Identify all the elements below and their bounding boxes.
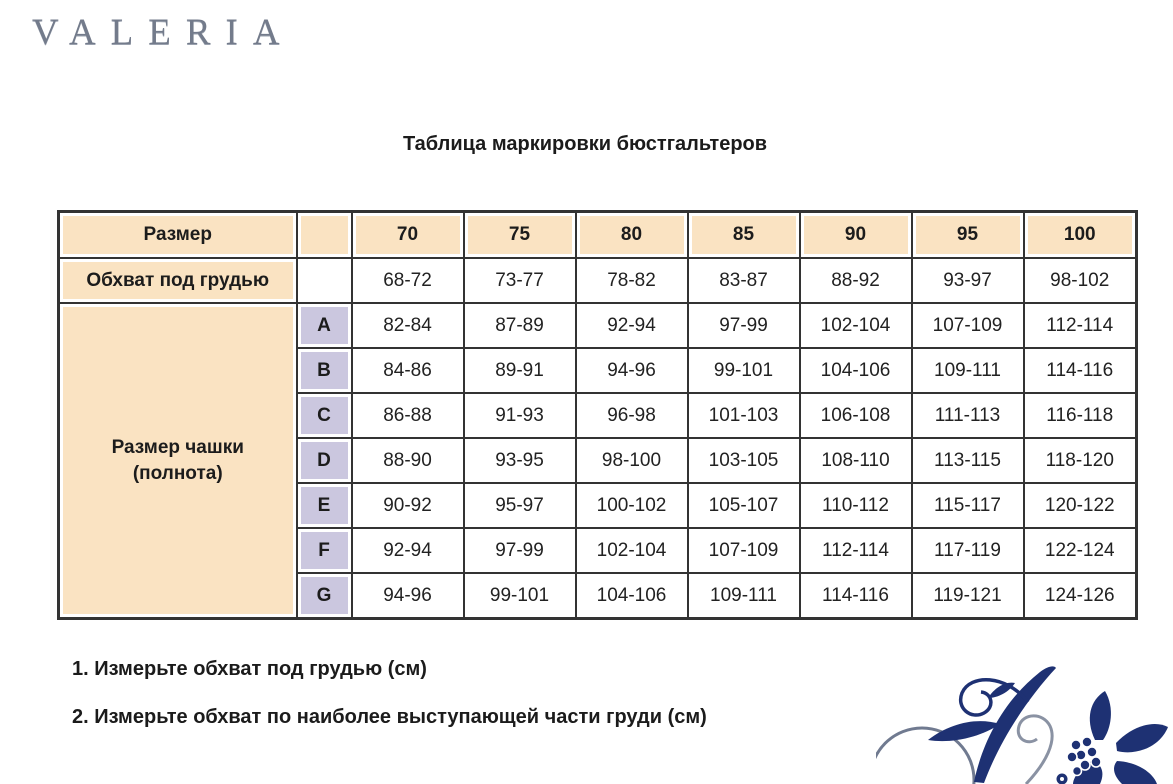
underbust-value-cell: 73-77 [464, 258, 576, 303]
cup-value-cell: 119-121 [912, 573, 1024, 619]
cup-value-cell: 109-111 [688, 573, 800, 619]
cup-value-cell: 86-88 [352, 393, 464, 438]
cup-letter-cell: E [297, 483, 352, 528]
cup-value-cell: 118-120 [1024, 438, 1137, 483]
cup-value-cell: 111-113 [912, 393, 1024, 438]
cup-value-cell: 106-108 [800, 393, 912, 438]
instruction-step-2: 2. Измерьте обхват по наиболее выступающей части груди (см) [72, 706, 707, 728]
cup-value-cell: 124-126 [1024, 573, 1137, 619]
cup-value-cell: 103-105 [688, 438, 800, 483]
cup-value-cell: 114-116 [1024, 348, 1137, 393]
cup-value-cell: 102-104 [800, 303, 912, 348]
ornament-silver-spiral [1018, 716, 1052, 784]
size-header-cell: 85 [688, 212, 800, 259]
underbust-row-label: Обхват под грудью [59, 258, 297, 303]
cup-value-cell: 91-93 [464, 393, 576, 438]
cup-value-cell: 89-91 [464, 348, 576, 393]
floral-ornament-decoration [876, 666, 1173, 784]
cup-letter-cell: D [297, 438, 352, 483]
cup-value-cell: 95-97 [464, 483, 576, 528]
cup-value-cell: 112-114 [800, 528, 912, 573]
cup-value-cell: 96-98 [576, 393, 688, 438]
cup-value-cell: 115-117 [912, 483, 1024, 528]
cup-value-cell: 117-119 [912, 528, 1024, 573]
cup-value-cell: 94-96 [576, 348, 688, 393]
cup-letter-cell: A [297, 303, 352, 348]
size-header-cell: 75 [464, 212, 576, 259]
page-title: Таблица маркировки бюстгальтеров [402, 133, 768, 155]
underbust-value-cell: 78-82 [576, 258, 688, 303]
cup-value-cell: 107-109 [912, 303, 1024, 348]
cup-value-cell: 94-96 [352, 573, 464, 619]
cup-value-cell: 99-101 [688, 348, 800, 393]
brand-logo: VALERIA [32, 12, 295, 53]
cup-value-cell: 90-92 [352, 483, 464, 528]
cup-value-cell: 100-102 [576, 483, 688, 528]
cup-value-cell: 108-110 [800, 438, 912, 483]
cup-value-cell: 82-84 [352, 303, 464, 348]
cup-value-cell: 92-94 [576, 303, 688, 348]
ornament-dot [1057, 774, 1068, 784]
cup-value-cell: 107-109 [688, 528, 800, 573]
cup-value-cell: 122-124 [1024, 528, 1137, 573]
cup-value-cell: 98-100 [576, 438, 688, 483]
cup-value-cell: 112-114 [1024, 303, 1137, 348]
size-row-label: Размер [59, 212, 297, 259]
cup-value-cell: 120-122 [1024, 483, 1137, 528]
underbust-value-cell: 88-92 [800, 258, 912, 303]
underbust-value-cell: 68-72 [352, 258, 464, 303]
underbust-value-cell: 93-97 [912, 258, 1024, 303]
ornament-leaves [928, 666, 1056, 783]
cup-value-cell: 104-106 [576, 573, 688, 619]
cup-value-cell: 97-99 [688, 303, 800, 348]
cup-letter-cell: G [297, 573, 352, 619]
cup-label-line1: Размер чашки [111, 436, 244, 458]
size-chart-table [57, 210, 1138, 620]
size-header-cell: 95 [912, 212, 1024, 259]
cup-value-cell: 88-90 [352, 438, 464, 483]
cup-value-cell: 105-107 [688, 483, 800, 528]
cup-value-cell: 101-103 [688, 393, 800, 438]
size-header-cell: 100 [1024, 212, 1137, 259]
cup-value-cell: 99-101 [464, 573, 576, 619]
cup-value-cell: 110-112 [800, 483, 912, 528]
instruction-step-1: 1. Измерьте обхват под грудью (см) [72, 658, 427, 680]
cup-value-cell: 93-95 [464, 438, 576, 483]
cup-value-cell: 104-106 [800, 348, 912, 393]
header-spacer-cell [297, 212, 352, 259]
underbust-spacer-cell [297, 258, 352, 303]
cup-value-cell: 97-99 [464, 528, 576, 573]
cup-value-cell: 113-115 [912, 438, 1024, 483]
cup-value-cell: 116-118 [1024, 393, 1137, 438]
cup-value-cell: 102-104 [576, 528, 688, 573]
cup-letter-cell: F [297, 528, 352, 573]
cup-label-line2: (полнота) [132, 462, 223, 484]
underbust-value-cell: 83-87 [688, 258, 800, 303]
size-header-cell: 90 [800, 212, 912, 259]
cup-value-cell: 92-94 [352, 528, 464, 573]
cup-value-cell: 87-89 [464, 303, 576, 348]
cup-size-row-label [59, 303, 297, 619]
cup-letter-cell: B [297, 348, 352, 393]
cup-letter-cell: C [297, 393, 352, 438]
size-header-cell: 80 [576, 212, 688, 259]
size-header-cell: 70 [352, 212, 464, 259]
cup-value-cell: 109-111 [912, 348, 1024, 393]
cup-value-cell: 114-116 [800, 573, 912, 619]
cup-value-cell: 84-86 [352, 348, 464, 393]
underbust-value-cell: 98-102 [1024, 258, 1137, 303]
size-chart-container [57, 210, 1138, 620]
